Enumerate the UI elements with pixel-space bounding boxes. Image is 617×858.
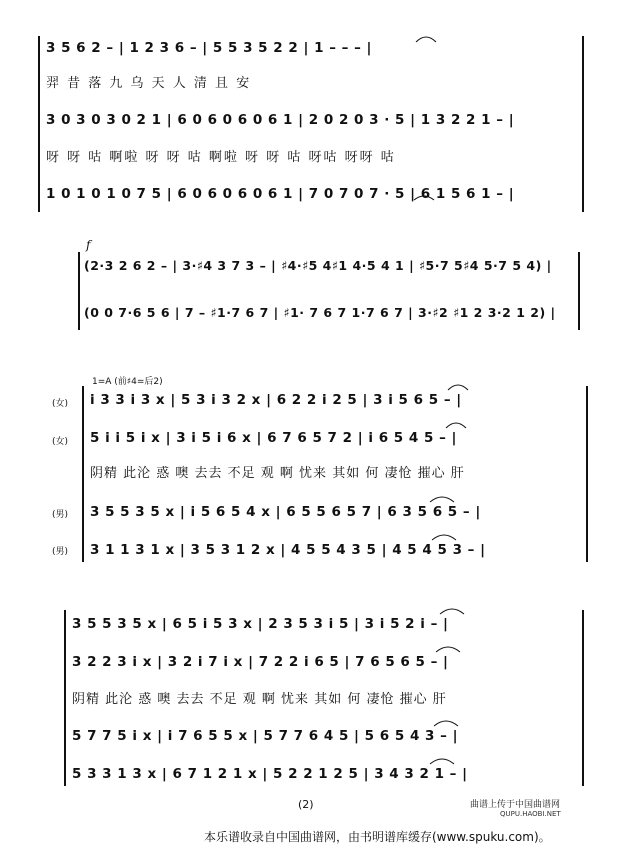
watermark-text: 曲谱上传于中国曲谱网 — [470, 800, 561, 810]
voice-label-male-2: (男) — [52, 547, 69, 557]
voice-label-female-2: (女) — [52, 437, 69, 447]
system4-voice3: 5 7 7 5 i x | i 7 6 5 5 x | 5 7 7 6 4 5 | 5 6 5 4 3 – | — [72, 728, 459, 744]
system3-voice2: 5 i i 5 i x | 3 i 5 i 6 x | 6 7 6 5 7 2 | i 6 5 4 5 – | — [90, 430, 457, 446]
page-number: (2) — [298, 798, 314, 811]
system3-voice3: 3 5 5 3 5 x | i 5 6 5 4 x | 6 5 5 6 5 7 | 6 3 5 6 5 – | — [90, 504, 481, 520]
key-change-marking: 1=A (前♯4=后2) — [92, 377, 163, 387]
system1-row2: 3 0 3 0 3 0 2 1 | 6 0 6 0 6 0 6 1 | 2 0 2 0 3 · 5 | 1 3 2 2 1 – | — [46, 112, 515, 128]
voice-label-female-1: (女) — [52, 399, 69, 409]
dynamic-marking: f — [86, 238, 91, 252]
system2-row1: (2·3 2 6 2 – | 3·♯4 3 7 3 – | ♯4·♯5 4♯1 4·5 4 1 | ♯5·7 5♯4 5·7 5 4) | — [84, 258, 552, 273]
system1-lyric1: 羿 昔 落 九 乌 天 人 清 且 安 — [46, 76, 252, 91]
footer-source-note: 本乐谱收录自中国曲谱网，由书明谱库缓存(www.spuku.com)。 — [204, 830, 551, 844]
system1-row1: 3 5 6 2 – | 1 2 3 6 – | 5 5 3 5 2 2 | 1 – – – | — [46, 40, 372, 56]
system4-voice1: 3 5 5 3 5 x | 6 5 i 5 3 x | 2 3 5 3 i 5 | 3 i 5 2 i – | — [72, 616, 449, 632]
system2-row2: (0 0 7·6 5 6 | 7 – ♯1·7 6 7 | ♯1· 7 6 7 1·7 6 7 | 3·♯2 ♯1 2 3·2 1 2) | — [84, 305, 556, 320]
voice-label-male-1: (男) — [52, 510, 69, 520]
system4-voice4: 5 3 3 1 3 x | 6 7 1 2 1 x | 5 2 2 1 2 5 | 3 4 3 2 1 – | — [72, 766, 468, 782]
system3-lyric: 阴精 此沦 惑 噢 去去 不足 观 啊 忧来 其如 何 凄怆 摧心 肝 — [90, 466, 465, 481]
system1-row3: 1 0 1 0 1 0 7 5 | 6 0 6 0 6 0 6 1 | 7 0 7 0 7 · 5 | 6 1 5 6 1 – | — [46, 186, 515, 202]
system1-lyric2: 呀 呀 咕 啊啦 呀 呀 咕 啊啦 呀 呀 咕 呀咕 呀呀 咕 — [46, 150, 396, 165]
system3-voice1: i 3 3 i 3 x | 5 3 i 3 2 x | 6 2 2 i 2 5 | 3 i 5 6 5 – | — [90, 392, 462, 408]
system4-voice2: 3 2 2 3 i x | 3 2 i 7 i x | 7 2 2 i 6 5 | 7 6 5 6 5 – | — [72, 654, 449, 670]
system4-lyric: 阴精 此沦 惑 噢 去去 不足 观 啊 忧来 其如 何 凄怆 摧心 肝 — [72, 692, 447, 707]
system3-voice4: 3 1 1 3 1 x | 3 5 3 1 2 x | 4 5 5 4 3 5 | 4 5 4 5 3 – | — [90, 542, 486, 558]
watermark-url: QUPU.HAOBI.NET — [500, 810, 561, 818]
